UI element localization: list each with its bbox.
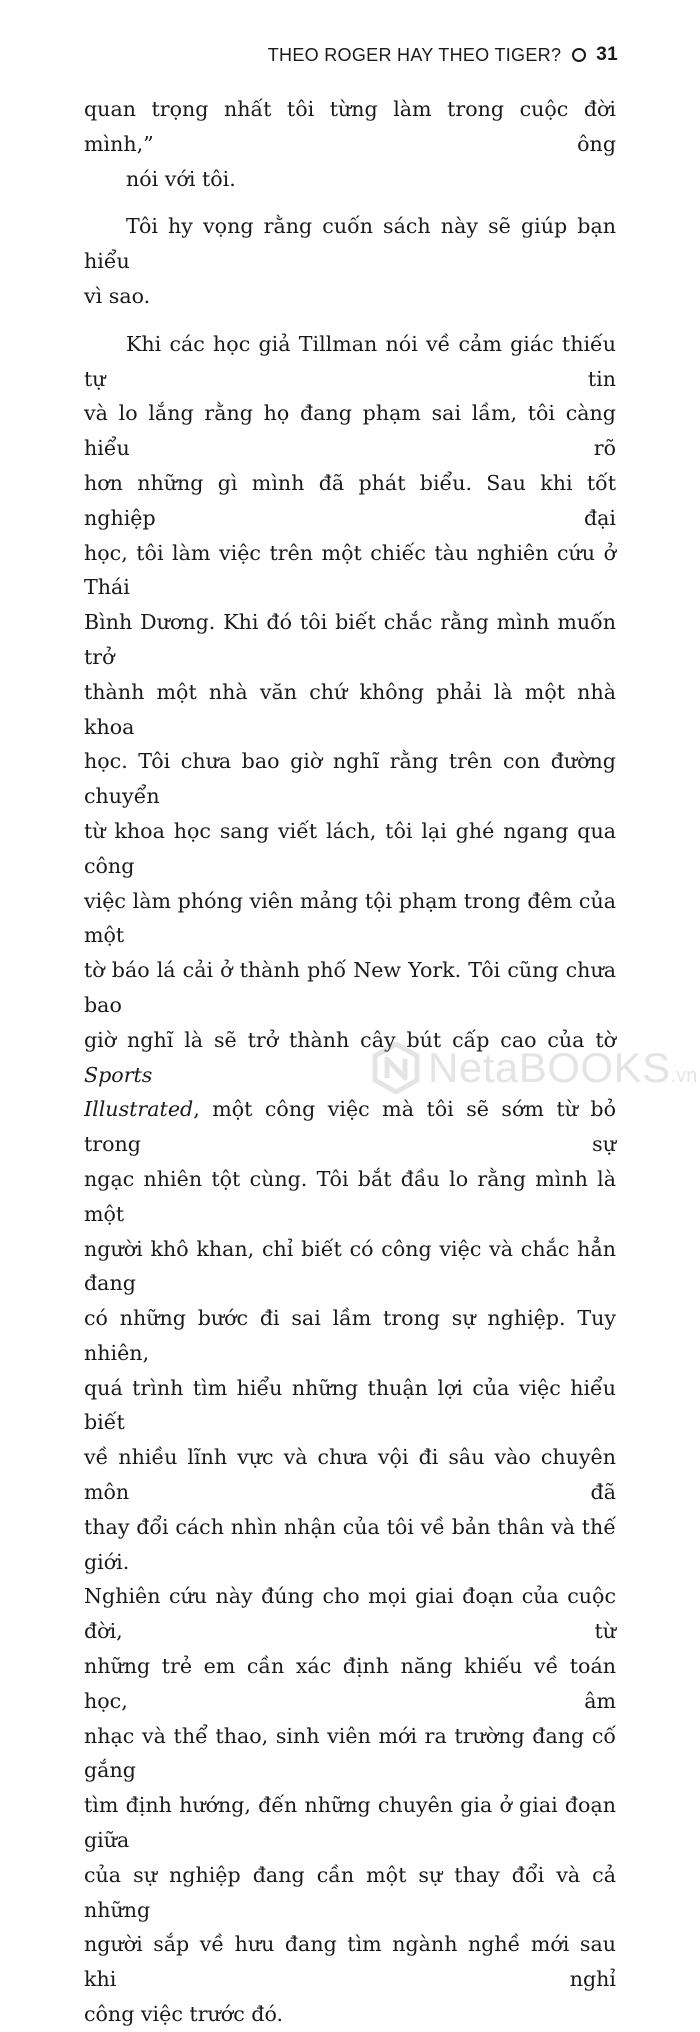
watermark-suffix: .vn [670,1065,698,1087]
text-line: người sắp về hưu đang tìm ngành nghề mới sau khi nghỉ [84,1932,616,1992]
text-line: nói với tôi. [126,166,236,191]
paragraph-1 [84,92,616,196]
text-line: quan trọng nhất tôi từng làm trong cuộc đời mình,” ông [84,97,616,156]
watermark-text: NetaBOOKS [428,1044,671,1091]
text-line: vì sao. [84,283,151,308]
circle-icon [572,48,586,62]
text-line [84,1092,616,1162]
text-line: tờ báo lá cải ở thành phố New York. Tôi cũng chưa bao [84,958,616,1017]
running-title: THEO ROGER HAY THEO TIGER? [267,44,562,65]
text-line: những trẻ em cần xác định năng khiếu về toán học, âm [84,1654,616,1713]
text-segment: , một công việc mà tôi sẽ sớm từ bỏ trong sự [84,1097,616,1157]
text-line: tìm định hướng, đến những chuyên gia ở giai đoạn giữa [84,1793,616,1853]
text-line: thay đổi cách nhìn nhận của tôi về bản thân và thế giới. [84,1514,616,1574]
text-line: việc làm phóng viên mảng tội phạm trong đêm của một [84,888,616,948]
text-line: hơn những gì mình đã phát biểu. Sau khi tốt nghiệp đại [84,470,616,530]
text-line: học, tôi làm việc trên một chiếc tàu nghiên cứu ở Thái [84,540,616,600]
text-line: từ khoa học sang viết lách, tôi lại ghé ngang qua công [84,818,616,878]
text-line: Tôi hy vọng rằng cuốn sách này sẽ giúp bạn hiểu [84,214,616,274]
text-line: nhạc và thể thao, sinh viên mới ra trường đang cố gắng [84,1723,616,1783]
text-line: người khô khan, chỉ biết có công việc và chắc hẳn đang [84,1236,616,1296]
text-line: công việc trước đó. [84,2002,284,2027]
paragraph-3 [84,327,616,2032]
page-number: 31 [596,44,618,65]
text-line: ngạc nhiên tột cùng. Tôi bắt đầu lo rằng mình là một [84,1166,616,1226]
paragraph-2 [84,209,616,313]
text-line: của sự nghiệp đang cần một sự thay đổi và cả những [84,1862,616,1922]
text-line: thành một nhà văn chứ không phải là một nhà khoa [84,679,616,739]
text-line: học. Tôi chưa bao giờ nghĩ rằng trên con đường chuyển [84,749,616,809]
text-line: về nhiều lĩnh vực và chưa vội đi sâu vào chuyên môn đã [84,1445,616,1505]
running-header [268,44,618,66]
text-segment: giờ nghĩ là sẽ trở thành cây bút cấp cao của tờ [84,1027,616,1052]
text-line: Bình Dương. Khi đó tôi biết chắc rằng mình muốn trở [84,610,616,669]
text-line: Khi các học giả Tillman nói về cảm giác thiếu tự tin [84,331,616,391]
italic-title: Sports [84,1062,153,1087]
text-line: và lo lắng rằng họ đang phạm sai lầm, tôi càng hiểu rõ [84,401,616,461]
italic-title: Illustrated [84,1097,194,1122]
text-line: có những bước đi sai lầm trong sự nghiệp. Tuy nhiên, [84,1306,616,1365]
watermark [372,1042,697,1094]
text-line: Nghiên cứu này đúng cho mọi giai đoạn của cuộc đời, từ [84,1584,616,1644]
netabooks-logo-icon [372,1042,420,1094]
text-line: quá trình tìm hiểu những thuận lợi của việc hiểu biết [84,1375,616,1435]
